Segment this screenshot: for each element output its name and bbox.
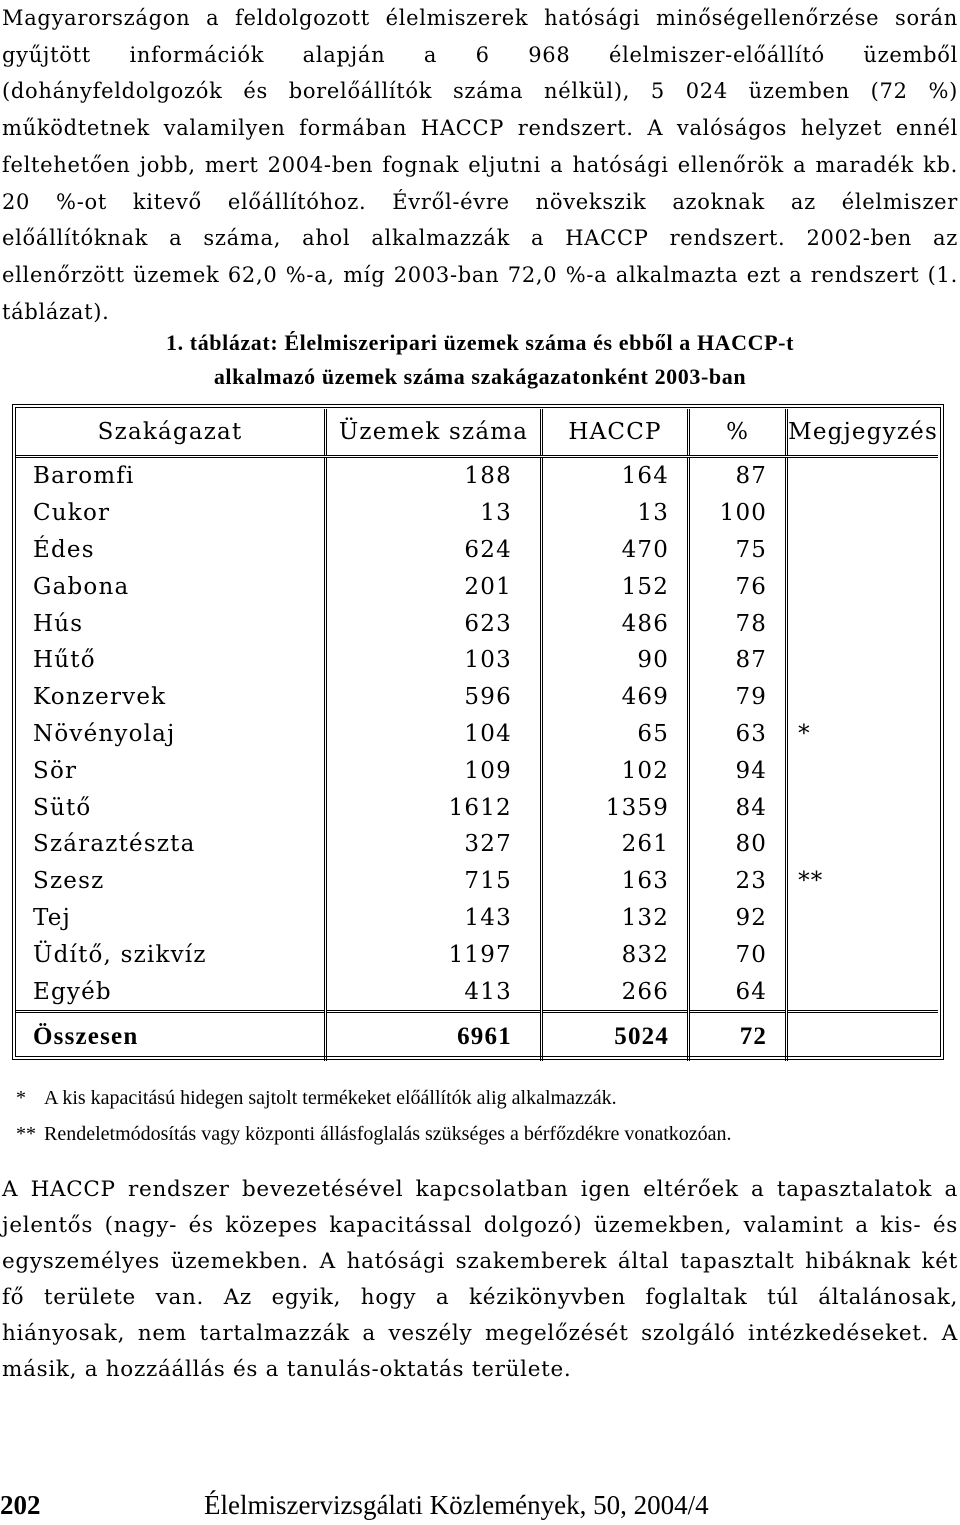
cell-megjegyzes: [787, 789, 938, 826]
cell-percent: 87: [689, 642, 787, 679]
page-footer: [0, 1490, 960, 1524]
footnote-mark: *: [16, 1087, 26, 1109]
table-row: [16, 900, 938, 937]
cell-szakagazat: Hűtő: [33, 647, 96, 674]
table-row: [16, 826, 938, 863]
page-number: 202: [0, 1490, 41, 1520]
total-cell-haccp: 5024: [541, 1011, 688, 1061]
cell-uzemek-szama: 1612: [326, 789, 542, 826]
cell-haccp: 90: [541, 642, 688, 679]
cell-haccp: 832: [541, 936, 688, 973]
cell-uzemek-szama: 143: [326, 900, 542, 937]
total-cell-megjegyzes: [787, 1011, 938, 1061]
cell-percent: 92: [689, 900, 787, 937]
cell-uzemek-szama: 109: [326, 752, 542, 789]
cell-szakagazat: Sütő: [33, 794, 92, 821]
cell-haccp: 164: [541, 457, 688, 495]
total-cell-szakagazat: Összesen: [16, 1011, 326, 1061]
cell-haccp: 152: [541, 568, 688, 605]
cell-megjegyzes: **: [787, 863, 938, 900]
cell-megjegyzes: [787, 973, 938, 1011]
cell-szakagazat: Üdítő, szikvíz: [33, 941, 207, 968]
table-row: [16, 532, 938, 569]
cell-uzemek-szama: 13: [326, 495, 542, 532]
footnote-text: A kis kapacitású hidegen sajtolt termékeket előállítók alig alkalmazzák.: [44, 1087, 617, 1109]
cell-megjegyzes: [787, 900, 938, 937]
footnote-1: [16, 1080, 946, 1116]
table-header-row: [16, 409, 938, 457]
cell-uzemek-szama: 596: [326, 679, 542, 716]
cell-percent: 78: [689, 605, 787, 642]
cell-megjegyzes: [787, 532, 938, 569]
cell-szakagazat: Sör: [33, 757, 78, 784]
cell-percent: 76: [689, 568, 787, 605]
cell-megjegyzes: [787, 826, 938, 863]
cell-uzemek-szama: 715: [326, 863, 542, 900]
header-szakagazat: Szakágazat: [16, 409, 326, 457]
cell-uzemek-szama: 104: [326, 716, 542, 753]
cell-haccp: 486: [541, 605, 688, 642]
cell-uzemek-szama: 103: [326, 642, 542, 679]
cell-szakagazat: Száraztészta: [33, 831, 196, 858]
table-row: [16, 495, 938, 532]
table-total-row: [16, 1011, 938, 1061]
table-row: [16, 716, 938, 753]
header-uzemek-szama: Üzemek száma: [326, 409, 542, 457]
table-row: [16, 863, 938, 900]
cell-szakagazat: Tej: [33, 904, 71, 931]
table-row: [16, 936, 938, 973]
cell-szakagazat: Növényolaj: [33, 720, 176, 747]
cell-szakagazat: Szesz: [33, 868, 105, 895]
intro-paragraph: Magyarországon a feldolgozott élelmiszerek hatósági minőségellenőrzése során gyűjtött információk alapján a 6 968 élelmiszer-előállító üzemből (dohányfeldolgozók és borelőállítók száma nélkül), 5 024 üzemben (72 %) működtetnek valamilyen formában HACCP rendszert. A valóságos helyzet ennél feltehetően jobb, mert 2004-ben fognak eljutni a hatósági ellenőrök a maradék kb. 20 %-ot kitevő előállítóhoz. Évről-évre növekszik azoknak az élelmiszer előállítóknak a száma, ahol alkalmazzák a HACCP rendszert. 2002-ben az ellenőrzött üzemek 62,0 %-a, míg 2003-ban 72,0 %-a alkalmazta ezt a rendszert (1. táblázat).: [2, 6, 958, 324]
cell-percent: 64: [689, 973, 787, 1011]
cell-percent: 94: [689, 752, 787, 789]
footnote-2: [16, 1116, 946, 1152]
caption-line-1: 1. táblázat: Élelmiszeripari üzemek száma és ebből a HACCP-t: [165, 330, 795, 355]
haccp-table: [16, 409, 938, 1061]
cell-percent: 70: [689, 936, 787, 973]
table-row: [16, 605, 938, 642]
cell-megjegyzes: [787, 752, 938, 789]
table-row: [16, 568, 938, 605]
cell-percent: 100: [689, 495, 787, 532]
body-paragraph: A HACCP rendszer bevezetésével kapcsolatban igen eltérőek a tapasztalatok a jelentős (nagy- és közepes kapacitással dolgozó) üzemekben, valamint a kis- és egyszemélyes üzemekben. A hatósági szakemberek által tapasztalt hibáknak két fő területe van. Az egyik, hogy a kézikönyvben foglaltak túl általánosak, hiányosak, nem tartalmazzák a veszély megelőzését szolgáló intézkedéseket. A másik, a hozzáállás és a tanulás-oktatás területe.: [2, 1177, 958, 1382]
cell-szakagazat: Baromfi: [33, 463, 135, 490]
cell-szakagazat: Cukor: [33, 500, 111, 527]
table-row: [16, 752, 938, 789]
cell-haccp: 132: [541, 900, 688, 937]
header-haccp: HACCP: [541, 409, 688, 457]
cell-szakagazat: Gabona: [33, 573, 130, 600]
cell-megjegyzes: [787, 642, 938, 679]
table-row: [16, 973, 938, 1011]
cell-haccp: 1359: [541, 789, 688, 826]
cell-haccp: 261: [541, 826, 688, 863]
cell-percent: 23: [689, 863, 787, 900]
cell-percent: 75: [689, 532, 787, 569]
cell-percent: 80: [689, 826, 787, 863]
cell-haccp: 13: [541, 495, 688, 532]
cell-uzemek-szama: 201: [326, 568, 542, 605]
cell-percent: 79: [689, 679, 787, 716]
header-percent: %: [689, 409, 787, 457]
table-row: [16, 642, 938, 679]
cell-haccp: 163: [541, 863, 688, 900]
caption-line-2: alkalmazó üzemek száma szakágazatonként 2003-ban: [213, 364, 747, 389]
cell-uzemek-szama: 188: [326, 457, 542, 495]
cell-uzemek-szama: 413: [326, 973, 542, 1011]
table-row: [16, 789, 938, 826]
cell-szakagazat: Hús: [33, 610, 84, 637]
cell-percent: 63: [689, 716, 787, 753]
cell-megjegyzes: [787, 457, 938, 495]
cell-haccp: 266: [541, 973, 688, 1011]
cell-megjegyzes: *: [787, 716, 938, 753]
cell-szakagazat: Egyéb: [33, 978, 112, 1005]
footnote-text: Rendeletmódosítás vagy központi állásfoglalás szükséges a bérfőzdékre vonatkozóan.: [44, 1123, 732, 1145]
cell-haccp: 65: [541, 716, 688, 753]
cell-haccp: 469: [541, 679, 688, 716]
cell-percent: 84: [689, 789, 787, 826]
journal-title: Élelmiszervizsgálati Közlemények, 50, 2004/4: [204, 1490, 709, 1520]
cell-haccp: 102: [541, 752, 688, 789]
table-row: [16, 679, 938, 716]
cell-megjegyzes: [787, 936, 938, 973]
cell-uzemek-szama: 623: [326, 605, 542, 642]
cell-haccp: 470: [541, 532, 688, 569]
cell-uzemek-szama: 624: [326, 532, 542, 569]
cell-uzemek-szama: 327: [326, 826, 542, 863]
table-row: [16, 457, 938, 495]
table-caption: [0, 326, 960, 394]
total-cell-percent: 72: [689, 1011, 787, 1061]
cell-megjegyzes: [787, 568, 938, 605]
total-cell-uzemek-szama: 6961: [326, 1011, 542, 1061]
cell-megjegyzes: [787, 605, 938, 642]
cell-percent: 87: [689, 457, 787, 495]
footnotes: [16, 1080, 946, 1152]
cell-megjegyzes: [787, 679, 938, 716]
header-megjegyzes: Megjegyzés: [787, 409, 938, 457]
cell-szakagazat: Konzervek: [33, 684, 167, 711]
cell-szakagazat: Édes: [33, 536, 95, 563]
footnote-mark: **: [16, 1123, 36, 1145]
cell-uzemek-szama: 1197: [326, 936, 542, 973]
table-body: [16, 457, 938, 1061]
cell-megjegyzes: [787, 495, 938, 532]
